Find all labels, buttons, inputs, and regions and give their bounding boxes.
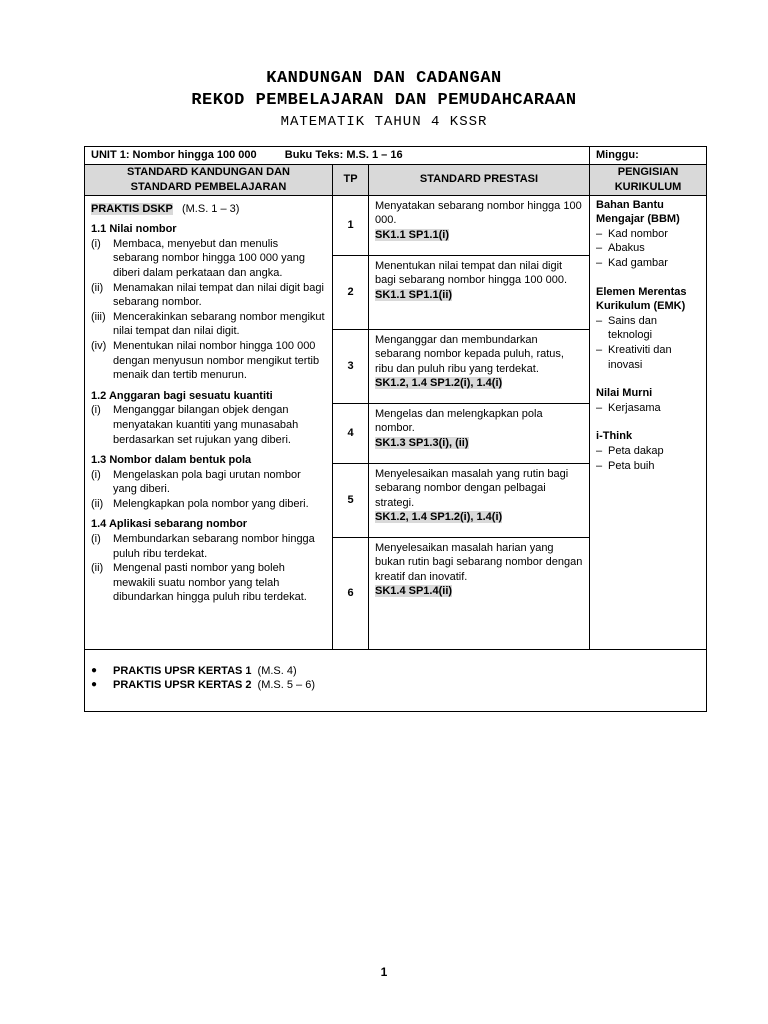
item-number: (i) <box>91 533 101 546</box>
tp-level: 3 <box>333 329 369 403</box>
item-text: Menamakan nilai tempat dan nilai digit bagi sebarang nombor. <box>113 281 324 309</box>
item-number: (ii) <box>91 497 104 510</box>
item-number: (i) <box>91 404 101 417</box>
pengisian-group-list <box>596 444 700 473</box>
pengisian-item: – Kerjasama <box>596 401 661 414</box>
item-text: Menganggar bilangan objek dengan menyatakan kuantiti yang munasabah berdasarkan set rujukan yang diberi. <box>113 404 299 446</box>
section-title: 1.2 Anggaran bagi sesuatu kuantiti <box>91 389 273 402</box>
item-text: Menentukan nilai nombor hingga 100 000 dengan menyusun nombor mengikut tertib menaik dan tertib menurun. <box>113 339 320 382</box>
learning-standard-item <box>91 532 326 561</box>
prestasi-ref: SK1.3 SP1.3(i), (ii) <box>375 436 469 449</box>
bullet-icon: ● <box>91 679 98 691</box>
header-tp: TP <box>333 164 369 195</box>
title-line-1: KANDUNGAN DAN CADANGAN <box>266 69 502 88</box>
prestasi-descriptor: Menyelesaikan masalah yang rutin bagi sebarang nombor dengan pelbagai strategi. SK1.2, 1.4 SP1.2(i), 1.4(i) <box>369 463 590 537</box>
header-standard-prestasi: STANDARD PRESTASI <box>369 164 590 195</box>
upsr-item: ● PRAKTIS UPSR KERTAS 1 (M.S. 4) <box>91 664 297 677</box>
item-text: Melengkapkan pola nombor yang diberi. <box>113 497 309 510</box>
item-text: Mengenal pasti nombor yang boleh mewakili suatu nombor yang telah dibundarkan hingga puluh ribu terdekat. <box>113 562 307 604</box>
item-text: Membundarkan sebarang nombor hingga puluh ribu terdekat. <box>113 533 315 560</box>
subtitle: MATEMATIK TAHUN 4 KSSR <box>280 114 488 130</box>
tp-level: 6 <box>333 537 369 649</box>
pengisian-item: – Kad gambar <box>596 256 668 269</box>
header-standard-kandungan: STANDARD KANDUNGAN DAN STANDARD PEMBELAJARAN <box>85 164 333 195</box>
learning-standard-item <box>91 497 326 512</box>
pengisian-group-list <box>596 401 700 416</box>
pengisian-group-list <box>596 314 700 372</box>
learning-standard-item <box>91 468 326 497</box>
pengisian-group-list <box>596 227 700 271</box>
item-text: Membaca, menyebut dan menulis sebarang nombor hingga 100 000 yang diberi dalam perkataan dan angka. <box>113 237 306 279</box>
pengisian-list <box>596 198 700 474</box>
prestasi-descriptor: Menyelesaikan masalah harian yang bukan rutin bagi sebarang nombor dengan kreatif dan inovatif. SK1.4 SP1.4(ii) <box>369 537 590 649</box>
standard-kandungan-cell <box>85 195 333 649</box>
section-title: 1.1 Nilai nombor <box>91 223 177 236</box>
dash-icon: – <box>596 256 603 269</box>
textbook-range: Buku Teks: M.S. 1 – 16 <box>284 149 403 161</box>
dash-icon: – <box>596 314 603 327</box>
pengisian-item: – Sains dan teknologi <box>596 314 657 342</box>
prestasi-ref: SK1.2, 1.4 SP1.2(i), 1.4(i) <box>375 511 503 524</box>
praktis-dskp-label: PRAKTIS DSKP <box>91 202 173 215</box>
dash-icon: – <box>596 343 603 356</box>
page-number: 1 <box>380 965 388 979</box>
tp-level: 2 <box>333 255 369 329</box>
pengisian-group-title: Nilai Murni <box>596 387 653 400</box>
item-number: (i) <box>91 237 101 250</box>
section-title: 1.3 Nombor dalam bentuk pola <box>91 454 252 467</box>
lesson-plan-table <box>84 146 707 712</box>
item-number: (ii) <box>91 281 104 294</box>
prestasi-descriptor: Menyatakan sebarang nombor hingga 100 000. SK1.1 SP1.1(i) <box>369 195 590 255</box>
dash-icon: – <box>596 227 603 240</box>
learning-standard-item <box>91 237 326 281</box>
upsr-row <box>85 649 707 711</box>
item-text: Mencerakinkan sebarang nombor mengikut nilai tempat dan nilai digit. <box>113 310 325 338</box>
dash-icon: – <box>596 444 603 457</box>
tp-level: 5 <box>333 463 369 537</box>
pengisian-group-title: i-Think <box>596 430 633 443</box>
tp-level: 1 <box>333 195 369 255</box>
prestasi-descriptor: Mengelas dan melengkapkan pola nombor. SK1.3 SP1.3(i), (ii) <box>369 403 590 463</box>
dash-icon: – <box>596 459 603 472</box>
document-header <box>0 68 768 132</box>
praktis-dskp-range: (M.S. 1 – 3) <box>181 202 240 215</box>
item-number: (iv) <box>91 339 107 352</box>
tp-level: 4 <box>333 403 369 463</box>
item-number: (iii) <box>91 310 106 323</box>
bullet-icon: ● <box>91 664 98 676</box>
pengisian-group-title: Elemen Merentas Kurikulum (EMK) <box>596 285 687 313</box>
learning-standard-item <box>91 561 326 605</box>
prestasi-ref: SK1.2, 1.4 SP1.2(i), 1.4(i) <box>375 377 503 390</box>
learning-standard-item <box>91 310 326 339</box>
prestasi-descriptor: Menganggar dan membundarkan sebarang nombor kepada puluh, ratus, ribu dan puluh ribu yang terdekat. SK1.2, 1.4 SP1.2(i), 1.4(i) <box>369 329 590 403</box>
prestasi-ref: SK1.4 SP1.4(ii) <box>375 585 453 598</box>
dash-icon: – <box>596 242 603 255</box>
upsr-practice-list <box>85 649 707 711</box>
upsr-item: ● PRAKTIS UPSR KERTAS 2 (M.S. 5 – 6) <box>91 679 316 692</box>
pengisian-item: – Peta buih <box>596 459 655 472</box>
prestasi-ref: SK1.1 SP1.1(ii) <box>375 288 453 301</box>
item-text: Mengelaskan pola bagi urutan nombor yang diberi. <box>113 468 301 496</box>
pengisian-kurikulum-cell <box>590 195 707 649</box>
header-pengisian-kurikulum: PENGISIAN KURIKULUM <box>590 164 707 195</box>
dash-icon: – <box>596 401 603 414</box>
learning-standard-item <box>91 339 326 383</box>
pengisian-item: – Abakus <box>596 242 645 255</box>
pengisian-item: – Peta dakap <box>596 444 664 457</box>
pengisian-item: – Kreativiti dan inovasi <box>596 343 672 371</box>
prestasi-ref: SK1.1 SP1.1(i) <box>375 228 449 241</box>
learning-standard-item <box>91 403 326 447</box>
learning-standard-item <box>91 281 326 310</box>
unit-row <box>85 147 707 165</box>
section-title: 1.4 Aplikasi sebarang nombor <box>91 518 248 531</box>
title-line-2: REKOD PEMBELAJARAN DAN PEMUDAHCARAAN <box>191 91 577 110</box>
pengisian-group-title: Bahan Bantu Mengajar (BBM) <box>596 198 680 226</box>
item-number: (ii) <box>91 562 104 575</box>
prestasi-row <box>85 195 707 255</box>
week-label: Minggu: <box>590 147 707 165</box>
unit-title: UNIT 1: Nombor hingga 100 000 <box>91 149 257 161</box>
item-number: (i) <box>91 468 101 481</box>
column-header-row <box>85 164 707 195</box>
pengisian-item: – Kad nombor <box>596 227 668 240</box>
standard-sections <box>91 222 326 605</box>
prestasi-descriptor: Menentukan nilai tempat dan nilai digit bagi sebarang nombor hingga 100 000. SK1.1 SP1.1(ii) <box>369 255 590 329</box>
praktis-dskp <box>91 202 326 217</box>
